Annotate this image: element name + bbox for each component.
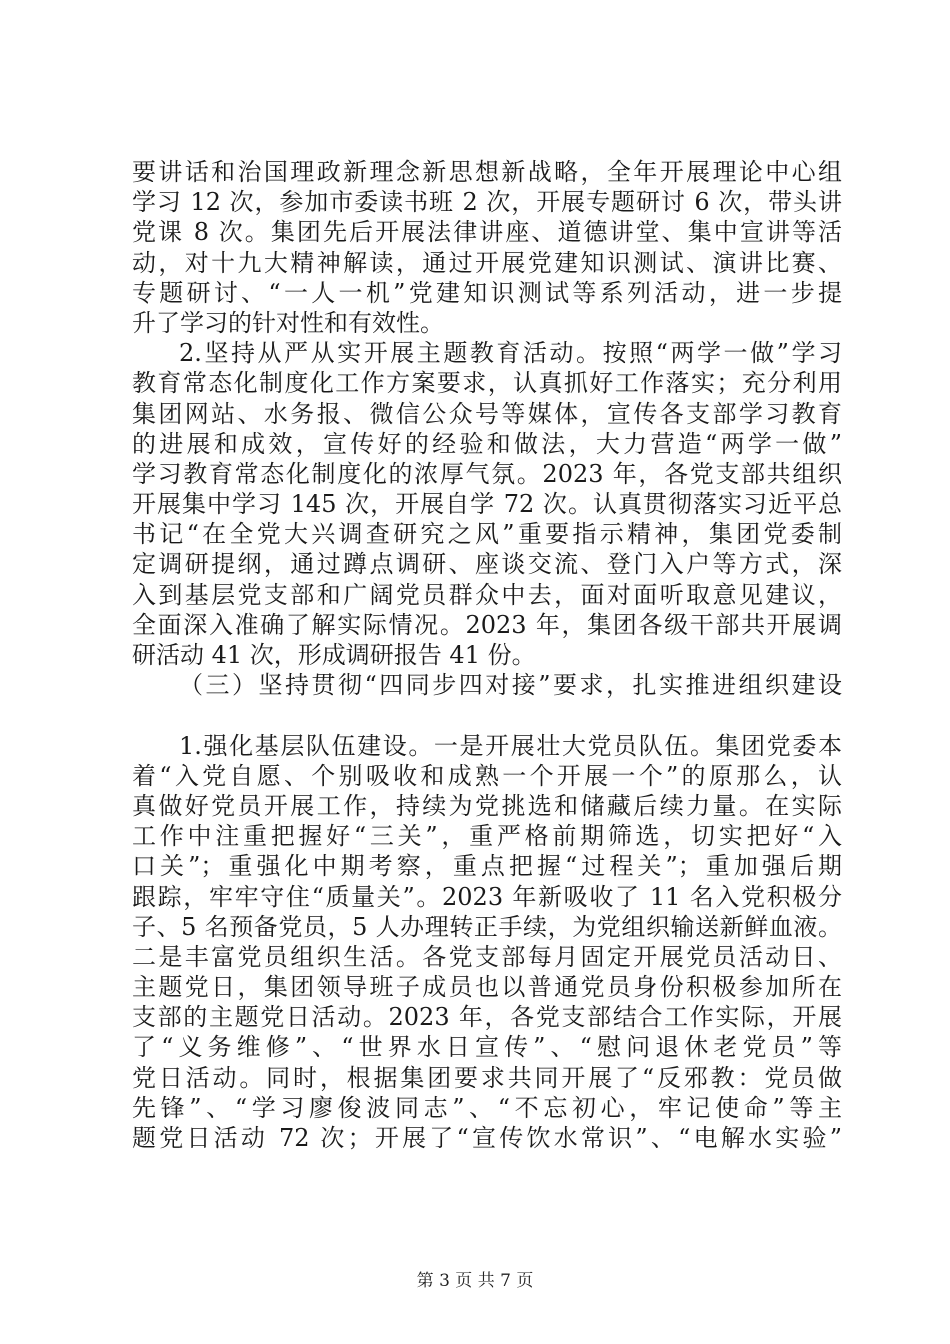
text-line: 升了学习的针对性和有效性。	[132, 308, 444, 337]
text-line: 的进展和成效，宣传好的经验和做法，大力营造“两学一做”	[132, 429, 842, 458]
text-line: 党课 8 次。集团先后开展法律讲座、道德讲堂、集中宣讲等活	[132, 218, 842, 247]
text-line: 专题研讨、“一人一机”党建知识测试等系列活动，进一步提	[132, 278, 842, 307]
text-line: 口关”；重强化中期考察，重点把握“过程关”；重加强后期	[132, 852, 842, 881]
text-line: 书记“在全党大兴调查研究之风”重要指示精神，集团党委制	[132, 520, 842, 549]
text-line: 教育常态化制度化工作方案要求，认真抓好工作落实；充分利用	[132, 369, 842, 398]
text-line: 全面深入准确了解实际情况。2023 年，集团各级干部共开展调	[132, 610, 842, 639]
paragraph-start-line: 2.坚持从严从实开展主题教育活动。按照“两学一做”学习	[179, 339, 842, 368]
text-line: 研活动 41 次，形成调研报告 41 份。	[132, 641, 536, 669]
text-line: 学习教育常态化制度化的浓厚气氛。2023 年，各党支部共组织	[132, 459, 842, 488]
text-line: 动，对十九大精神解读，通过开展党建知识测试、演讲比赛、	[132, 248, 842, 277]
text-line: 题党日活动 72 次；开展了“宣传饮水常识”、“电解水实验”	[132, 1124, 842, 1152]
text-line: 二是丰富党员组织生活。各党支部每月固定开展党员活动日、	[132, 942, 842, 971]
text-line: 开展集中学习 145 次，开展自学 72 次。认真贯彻落实习近平总	[132, 490, 842, 519]
text-line: 定调研提纲，通过蹲点调研、座谈交流、登门入户等方式，深	[132, 550, 842, 579]
text-line: 着“入党自愿、个别吸收和成熟一个开展一个”的原那么，认	[132, 761, 842, 790]
text-line: 了“义务维修”、“世界水日宣传”、“慰问退休老党员”等	[132, 1033, 842, 1062]
text-line: 子、5 名预备党员，5 人办理转正手续，为党组织输送新鲜血液。	[132, 912, 842, 941]
text-line: 党日活动。同时，根据集团要求共同开展了“反邪教：党员做	[132, 1063, 842, 1092]
document-body	[132, 157, 842, 1153]
text-line: 真做好党员开展工作，持续为党挑选和储藏后续力量。在实际	[132, 791, 842, 820]
paragraph-start-line: 1.强化基层队伍建设。一是开展壮大党员队伍。集团党委本	[179, 731, 842, 760]
text-line: 主题党日，集团领导班子成员也以普通党员身份积极参加所在	[132, 973, 842, 1002]
blank-line	[132, 700, 842, 730]
text-line: 集团网站、水务报、微信公众号等媒体，宣传各支部学习教育	[132, 399, 842, 428]
section-heading: （三）坚持贯彻“四同步四对接”要求，扎实推进组织建设	[179, 671, 842, 700]
text-line: 学习 12 次，参加市委读书班 2 次，开展专题研讨 6 次，带头讲	[132, 188, 842, 217]
page-number-footer: 第 3 页 共 7 页	[416, 1271, 534, 1291]
text-line: 先锋”、“学习廖俊波同志”、“不忘初心，牢记使命”等主	[132, 1093, 842, 1122]
text-line: 要讲话和治国理政新理念新思想新战略，全年开展理论中心组	[132, 158, 842, 186]
text-line: 入到基层党支部和广阔党员群众中去，面对面听取意见建议，	[132, 580, 842, 609]
text-line: 支部的主题党日活动。2023 年，各党支部结合工作实际，开展	[132, 1003, 842, 1032]
text-line: 跟踪，牢牢守住“质量关”。2023 年新吸收了 11 名入党积极分	[132, 882, 842, 911]
text-line: 工作中注重把握好“三关”，重严格前期筛选，切实把好“入	[132, 822, 842, 851]
